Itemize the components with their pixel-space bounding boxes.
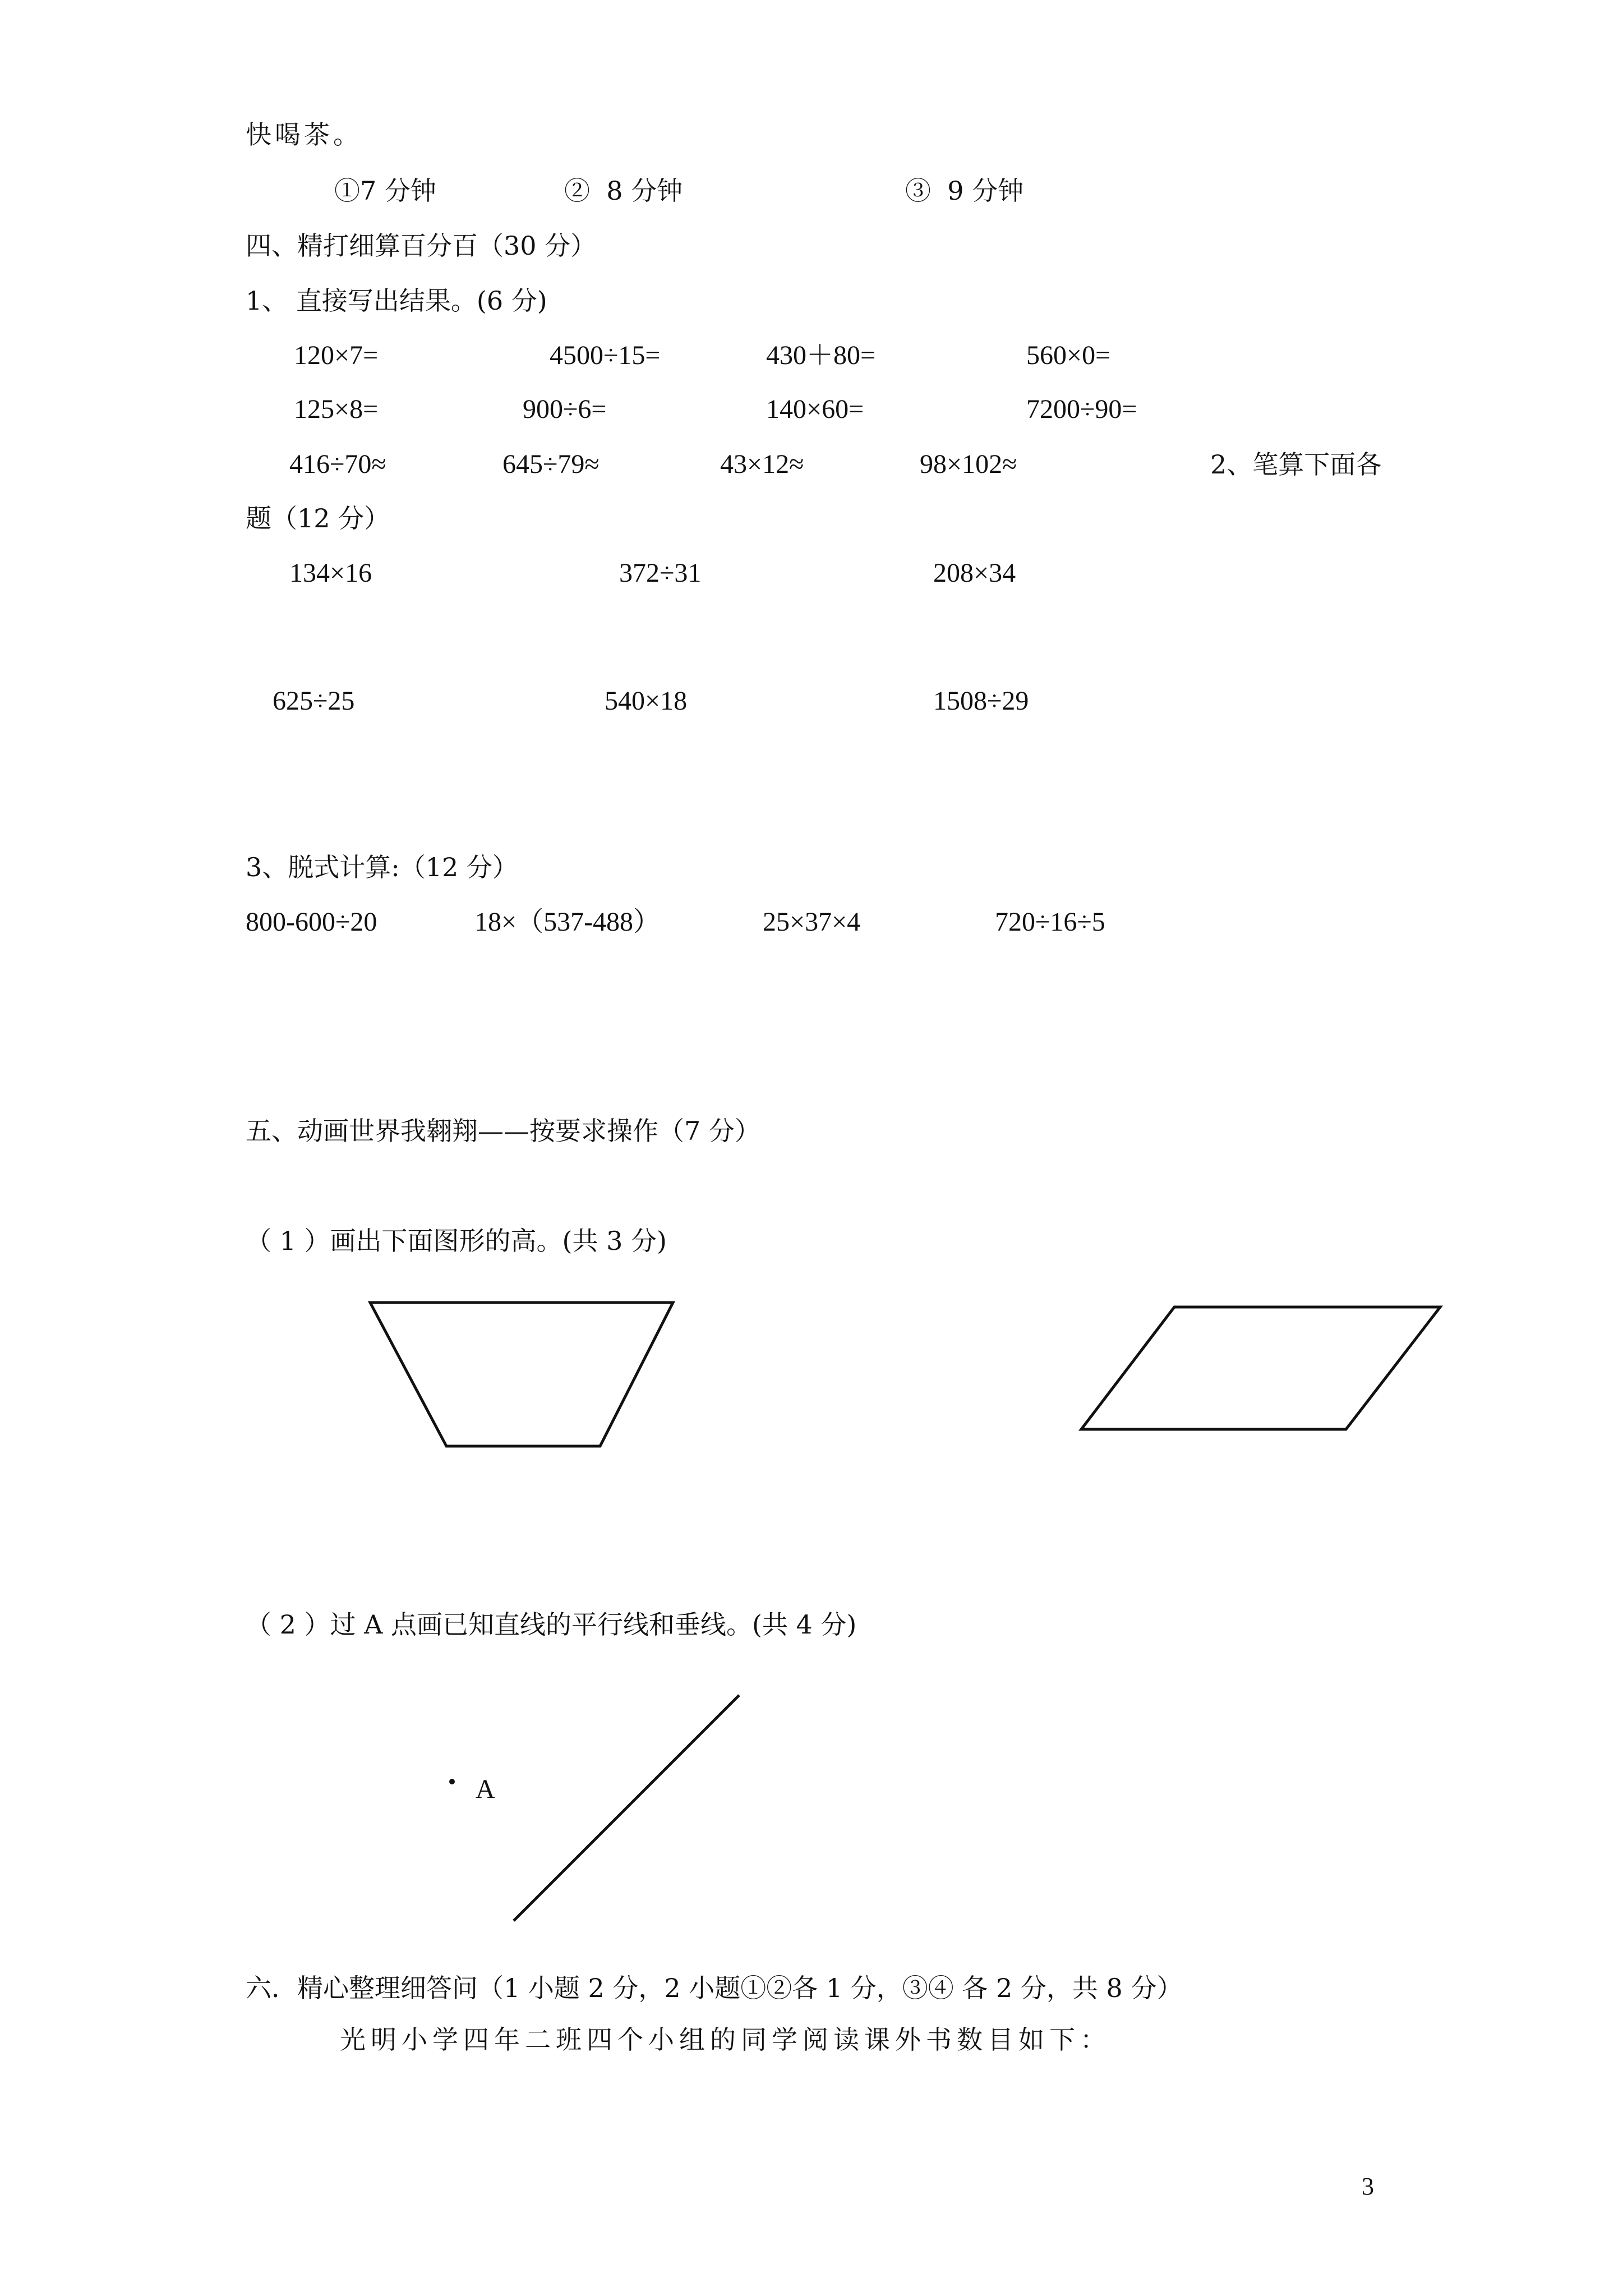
q3-item: 25×37×4 bbox=[763, 907, 861, 937]
q3-title: 3、脱式计算:（12 分） bbox=[246, 852, 518, 882]
page-number: 3 bbox=[1362, 2173, 1374, 2200]
q1-item: 430＋80= bbox=[766, 341, 876, 370]
q1-item: 120×7= bbox=[294, 341, 379, 370]
point-a-dot bbox=[449, 1779, 455, 1784]
section-6-title: 六．精心整理细答问（1 小题 2 分，2 小题①②各 1 分，③④ 各 2 分，共 8 分） bbox=[246, 1973, 1183, 2003]
q1-item: 645÷79≈ bbox=[502, 449, 600, 479]
q3-item: 720÷16÷5 bbox=[995, 907, 1105, 937]
s5-q1-instruction: （ 1 ）画出下面图形的高。(共 3 分) bbox=[246, 1226, 667, 1256]
q2-item: 372÷31 bbox=[619, 558, 702, 588]
q3-item: 18×（537-488） bbox=[474, 907, 661, 937]
q1-item: 43×12≈ bbox=[720, 449, 804, 479]
point-a-label: A bbox=[476, 1774, 495, 1804]
choice-2: ② 8 分钟 bbox=[564, 176, 683, 206]
q1-item: 416÷70≈ bbox=[289, 449, 386, 479]
choice-3: ③ 9 分钟 bbox=[905, 176, 1024, 206]
trapezoid-shape bbox=[370, 1303, 673, 1446]
q1-item: 900÷6= bbox=[523, 394, 607, 424]
q1-item: 98×102≈ bbox=[920, 449, 1017, 479]
q2-title-part1: 2、笔算下面各 bbox=[1210, 449, 1382, 480]
q1-item: 4500÷15= bbox=[550, 341, 661, 370]
q3-item: 800-600÷20 bbox=[246, 907, 377, 937]
q2-item: 540×18 bbox=[605, 686, 688, 716]
q2-item: 134×16 bbox=[289, 558, 372, 588]
given-line bbox=[514, 1695, 739, 1921]
q2-item: 625÷25 bbox=[273, 686, 355, 716]
section-5-title: 五、动画世界我翱翔——按要求操作（7 分） bbox=[246, 1116, 760, 1146]
section-6-intro: 光明小学四年二班四个小组的同学阅读课外书数目如下： bbox=[340, 2024, 1111, 2055]
parallelogram-shape bbox=[1081, 1307, 1440, 1429]
q1-item: 125×8= bbox=[294, 394, 379, 424]
choice-1: ①7 分钟 bbox=[334, 176, 436, 206]
q2-title-part2: 题（12 分） bbox=[246, 503, 390, 533]
q2-item: 1508÷29 bbox=[933, 686, 1029, 716]
q1-title: 1、 直接写出结果。(6 分) bbox=[246, 286, 547, 316]
s5-q2-instruction: （ 2 ）过 A 点画已知直线的平行线和垂线。(共 4 分) bbox=[246, 1609, 857, 1640]
q1-item: 140×60= bbox=[766, 394, 864, 424]
q2-item: 208×34 bbox=[933, 558, 1016, 588]
top-fragment: 快喝茶。 bbox=[246, 119, 362, 150]
q1-item: 560×0= bbox=[1026, 341, 1111, 370]
section-4-title: 四、精打细算百分百（30 分） bbox=[246, 231, 597, 261]
q1-item: 7200÷90= bbox=[1026, 394, 1137, 424]
